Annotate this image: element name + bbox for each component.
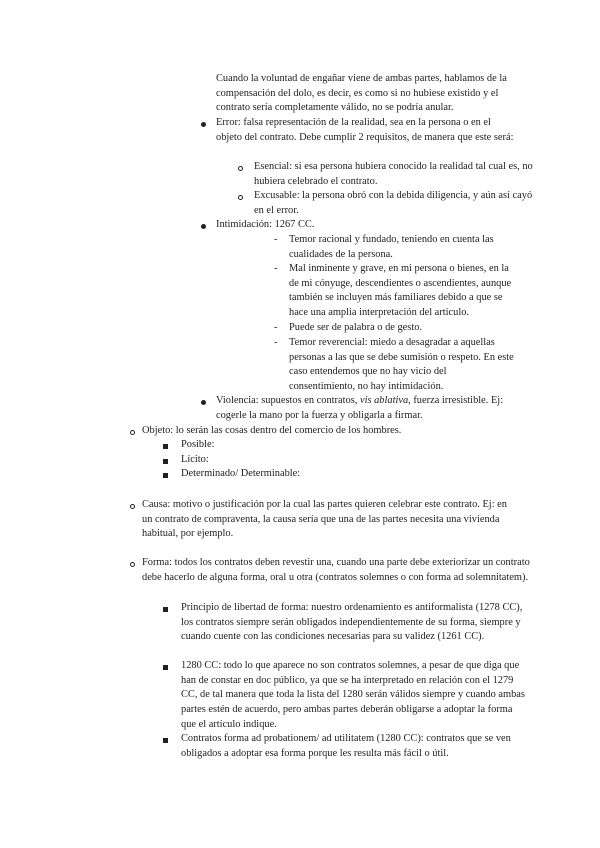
bullet-square — [163, 665, 168, 670]
objeto-item-determinado: Determinado/ Determinable: — [181, 468, 301, 479]
forma-item-libertad: Principio de libertad de forma: nuestro ordenamiento es antiformalista (1278 CC), los contratos siempre serán obligados independientemente de su forma, siempre y cuando cuente con las condiciones necesarias para su validez (1261 CC). — [181, 602, 523, 643]
item-forma: Forma: todos los contratos deben revestir una, cuando una parte debe exteriorizar un contrato debe hacerlo de alguna forma, oral u otra (contratos solemnes o con forma ad solemnitatem). — [142, 557, 530, 583]
violencia-text-post: , fuerza irresistible. Ej: cogerle la mano por la fuerza y obligarla a firmar. — [216, 395, 504, 421]
paragraph-dolo: Cuando la voluntad de engañar viene de ambas partes, hablamos de la compensación del dolo, es decir, es como si no hubiese existido y el contrato sería completamente válido, no se podría anular. — [216, 73, 507, 114]
forma-item-1280: 1280 CC: todo lo que aparece no son contratos solemnes, a pesar de que diga que han de constar en doc público, ya que se ha interpretado en relación con el 1279 CC, de tal manera que toda la lista del 1280 serán válidos siempre y cuando ambas partes estén de acuerdo, pero ambas partes deberán obligarse a adoptar la forma que el artículo indique. — [181, 660, 525, 730]
intimidacion-item-3: Puede ser de palabra o de gesto. — [289, 322, 423, 333]
bullet-dash: - — [274, 322, 278, 333]
forma-item-probationem: Contratos forma ad probationem/ ad utilitatem (1280 CC): contratos que se ven obligados a adoptar esa forma porque les resulta más fácil o útil. — [181, 733, 511, 759]
bullet-dash: - — [274, 337, 278, 348]
bullet-square — [163, 738, 168, 743]
intimidacion-item-2: Mal inminente y grave, en mi persona o bienes, en la de mi cónyuge, descendientes o ascendientes, aunque también se incluyen más familiares debido a que se hace una amplia interpretación del artículo. — [289, 263, 512, 319]
objeto-item-licito: Lícito: — [181, 454, 209, 465]
bullet-square — [163, 607, 168, 612]
violencia-latin-term: vis ablativa — [359, 395, 409, 406]
objeto-item-posible: Posible: — [181, 439, 215, 450]
bullet-circle — [238, 166, 243, 171]
intimidacion-item-4: Temor reverencial: miedo a desagradar a aquellas personas a las que se debe sumisión o respeto. En este caso entendemos que no hay vicio del consentimiento, no hay intimidación. — [289, 337, 514, 393]
violencia-text-pre: Violencia: supuestos en contratos, — [216, 395, 360, 406]
item-esencial: Esencial: si esa persona hubiera conocido la realidad tal cual es, no hubiera celebrado el contrato. — [254, 161, 533, 187]
bullet-disc — [201, 224, 206, 229]
bullet-circle — [238, 195, 243, 200]
intimidacion-item-1: Temor racional y fundado, teniendo en cuenta las cualidades de la persona. — [289, 234, 494, 260]
item-causa: Causa: motivo o justificación por la cual las partes quieren celebrar este contrato. Ej: en un contrato de compraventa, la causa sería que una de las partes necesita una vivienda habitual, por ejemplo. — [142, 499, 507, 540]
bullet-disc — [201, 400, 206, 405]
bullet-square — [163, 444, 168, 449]
bullet-square — [163, 473, 168, 478]
bullet-square — [163, 459, 168, 464]
bullet-dash: - — [274, 263, 278, 274]
item-error: Error: falsa representación de la realidad, sea en la persona o en el objeto del contrato. Debe cumplir 2 requisitos, de manera que este será: — [216, 117, 514, 143]
item-intimidacion: Intimidación: 1267 CC. — [216, 219, 315, 230]
item-objeto: Objeto: lo serán las cosas dentro del comercio de los hombres. — [142, 425, 402, 436]
item-excusable: Excusable: la persona obró con la debida diligencia, y aún así cayó en el error. — [254, 190, 533, 216]
bullet-circle — [130, 504, 135, 509]
bullet-dash: - — [274, 234, 278, 245]
bullet-disc — [201, 122, 206, 127]
bullet-circle — [130, 562, 135, 567]
item-violencia — [216, 394, 522, 423]
bullet-circle — [130, 430, 135, 435]
